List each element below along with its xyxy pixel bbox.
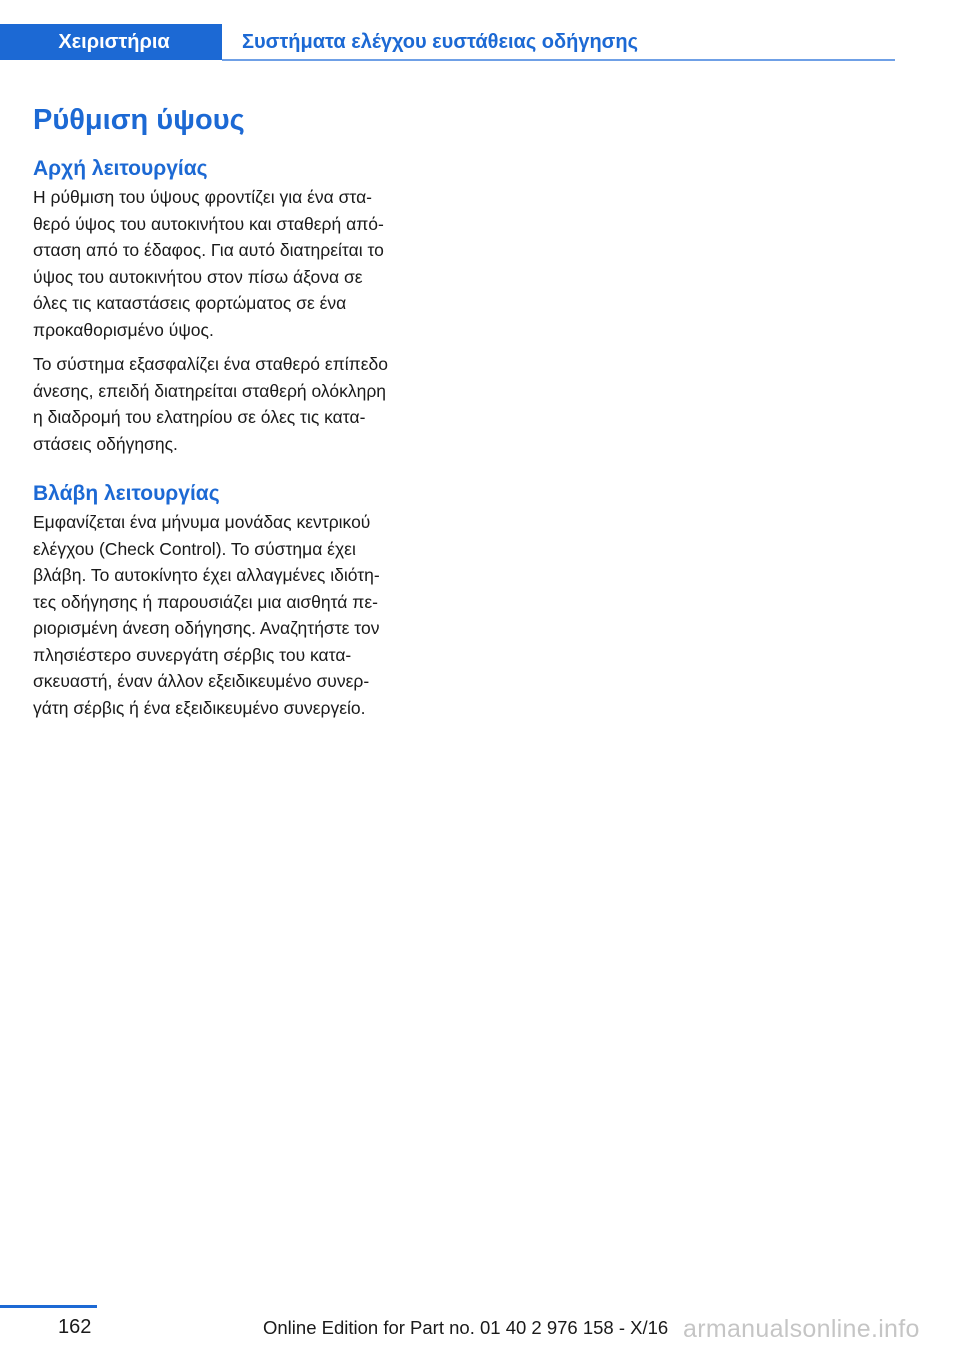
text-line: Η ρύθμιση του ύψους φροντίζει για ένα στα‐ bbox=[33, 187, 373, 207]
text-line: στάσεις οδήγησης. bbox=[33, 433, 178, 454]
header-divider bbox=[222, 59, 895, 61]
footer-divider bbox=[0, 1305, 97, 1308]
text-line: η διαδρομή του ελατηρίου σε όλες τις κατα‐ bbox=[33, 407, 366, 427]
edition-note: Online Edition for Part no. 01 40 2 976 158 - X/16 bbox=[263, 1317, 669, 1338]
text-line: ύψος του αυτοκινήτου στον πίσω άξονα σε bbox=[33, 266, 363, 287]
watermark: armanualsonline.info bbox=[683, 1315, 920, 1343]
section-heading-malfunction: Βλάβη λειτουργίας bbox=[33, 482, 220, 505]
text-line: σκευαστή, έναν άλλον εξειδικευμένο συνερ‐ bbox=[33, 671, 370, 691]
main-content bbox=[33, 100, 453, 721]
text-line: ελέγχου (Check Control). Το σύστημα έχει bbox=[33, 538, 356, 559]
chapter-tab: Χειριστήρια bbox=[0, 24, 222, 60]
text-line: γάτη σέρβις ή ένα εξειδικευμένο συνεργείο. bbox=[33, 697, 366, 718]
page-title: Ρύθμιση ύψους bbox=[33, 104, 245, 136]
text-line: Εμφανίζεται ένα μήνυμα μονάδας κεντρικού bbox=[33, 512, 371, 532]
text-line: σταση από το έδαφος. Για αυτό διατηρείται το bbox=[33, 240, 384, 260]
text-line: Το σύστημα εξασφαλίζει ένα σταθερό επίπεδο bbox=[33, 354, 389, 374]
text-line: όλες τις καταστάσεις φορτώματος σε ένα bbox=[33, 293, 347, 313]
paragraph bbox=[33, 351, 453, 457]
section-title: Συστήματα ελέγχου ευστάθειας οδήγησης bbox=[242, 30, 638, 53]
text-line: ριορισμένη άνεση οδήγησης. Αναζητήστε τον bbox=[33, 618, 380, 638]
text-line: προκαθορισμένο ύψος. bbox=[33, 319, 214, 340]
text-line: άνεσης, επειδή διατηρείται σταθερή ολόκληρη bbox=[33, 380, 387, 401]
paragraph bbox=[33, 184, 453, 343]
text-line: τες οδήγησης ή παρουσιάζει μια αισθητά πε‐ bbox=[33, 591, 378, 612]
text-line: βλάβη. Το αυτοκίνητο έχει αλλαγμένες ιδιότη‐ bbox=[33, 565, 380, 585]
text-line: πλησιέστερο συνεργάτη σέρβις του κατα‐ bbox=[33, 644, 352, 665]
running-header bbox=[0, 24, 895, 60]
text-line: θερό ύψος του αυτοκινήτου και σταθερή από‐ bbox=[33, 213, 384, 234]
page-number: 162 bbox=[58, 1316, 92, 1338]
section-heading-principle: Αρχή λειτουργίας bbox=[33, 157, 208, 180]
paragraph bbox=[33, 509, 453, 721]
